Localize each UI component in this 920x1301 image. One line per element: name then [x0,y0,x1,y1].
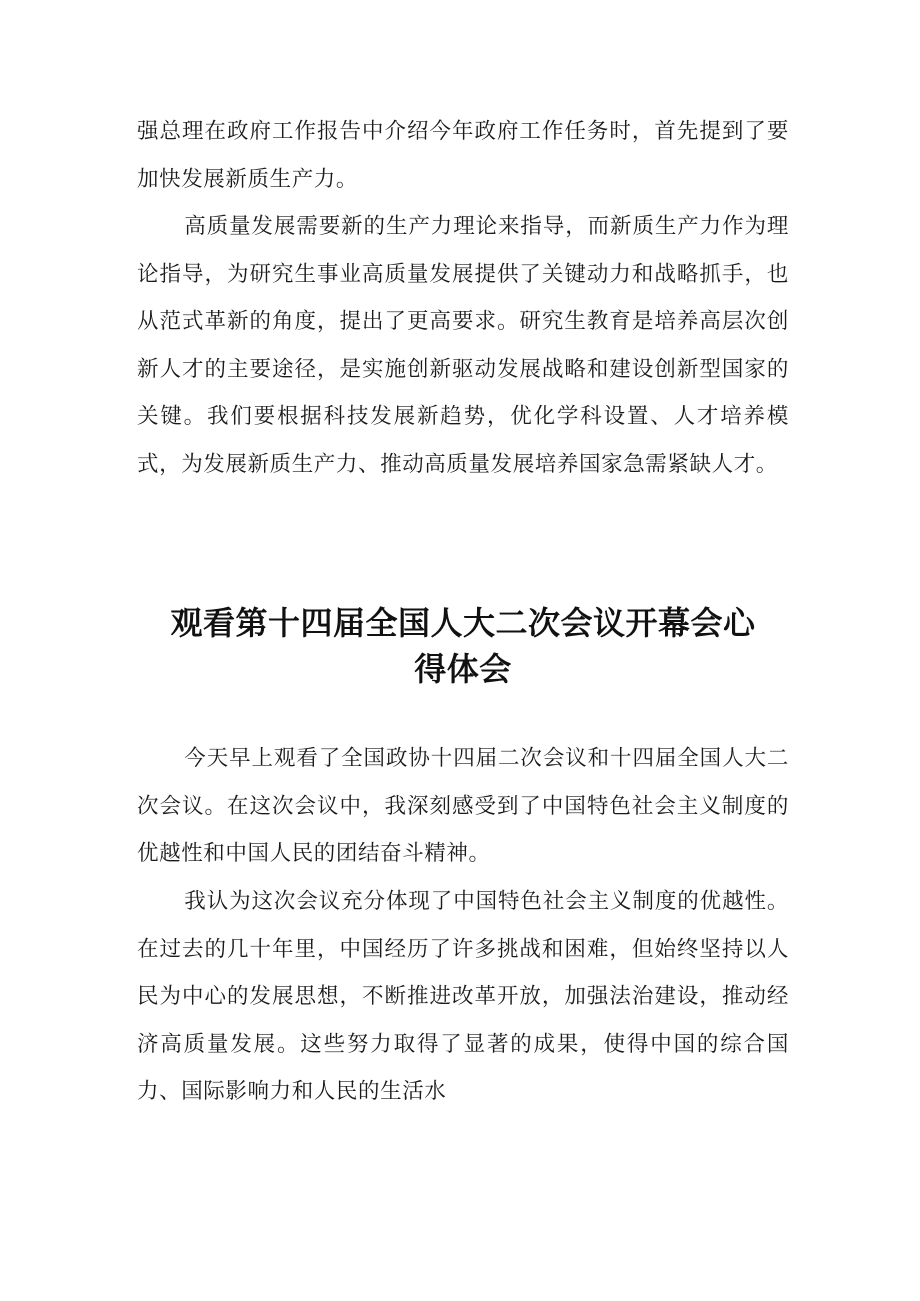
paragraph-watching-meeting: 今天早上观看了全国政协十四届二次会议和十四届全国人大二次会议。在这次会议中，我深刻感受到了中国特色社会主义制度的优越性和中国人民的团结奋斗精神。 [137,746,789,867]
section-title-line-1: 观看第十四届全国人大二次会议开幕会心 [170,604,756,642]
paragraph-intro-continuation: 强总理在政府工作报告中介绍今年政府工作任务时，首先提到了要加快发展新质生产力。 [137,119,789,192]
section-title [137,600,789,692]
paragraph-system-superiority: 我认为这次会议充分体现了中国特色社会主义制度的优越性。在过去的几十年里，中国经历了许多挑战和困难，但始终坚持以人民为中心的发展思想，不断推进改革开放，加强法治建设，推动经济高质量发展。这些努力取得了显著的成果，使得中国的综合国力、国际影响力和人民的生活水 [137,889,789,1105]
paragraph-new-productivity: 高质量发展需要新的生产力理论来指导，而新质生产力作为理论指导，为研究生事业高质量发展提供了关键动力和战略抓手，也从范式革新的角度，提出了更高要求。研究生教育是培养高层次创新人才的主要途径，是实施创新驱动发展战略和建设创新型国家的关键。我们要根据科技发展新趋势，优化学科设置、人才培养模式，为发展新质生产力、推动高质量发展培养国家急需紧缺人才。 [137,214,789,477]
section-title-line-2: 得体会 [414,650,512,688]
